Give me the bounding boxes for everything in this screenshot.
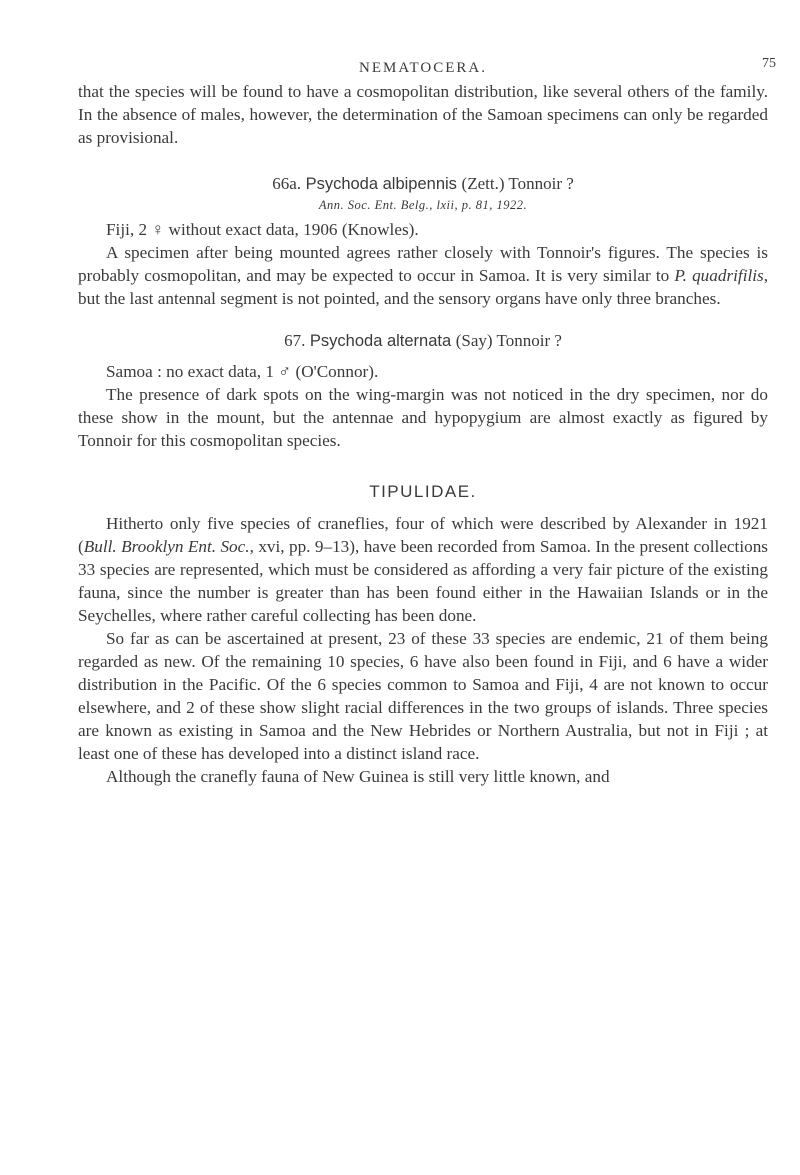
- section-paragraph-1: [78, 512, 768, 627]
- entry-66a-heading: [78, 173, 768, 195]
- section-paragraph-2: So far as can be ascertained at present, 23 of these 33 species are endemic, 21 of them being regarded as new. Of the remaining 10 species, 6 have also been found in Fiji, and 6 have a wider distribution in the Pacific. Of the 6 species common to Samoa and Fiji, 4 are not known to occur elsewhere, and 2 of these show slight racial differences in the two groups of islands. Three species are known as existing in Samoa and the New Hebrides or Northern Australia, but not in Fiji ; at least one of these has developed into a distinct island race.: [78, 629, 768, 763]
- section-p1-start: Hitherto only five species of craneflies, four of which were described by Alexander in 1921 (: [78, 514, 768, 556]
- section-heading: TIPULIDAE.: [369, 482, 477, 501]
- entry-66a-note-species: P. quadrifilis: [674, 266, 764, 285]
- page-number: 75: [762, 56, 776, 71]
- section-p1-citation: Bull. Brooklyn Ent. Soc.: [83, 537, 250, 556]
- entry-67-heading: [78, 330, 768, 352]
- entry-67-record: Samoa : no exact data, 1 ♂ (O'Connor).: [106, 362, 379, 381]
- entry-66a-species-name: Psychoda albipennis: [305, 175, 457, 193]
- page: [78, 52, 776, 788]
- running-head: [78, 52, 776, 80]
- entry-66a-note-end: , but the last antennal segment is not pointed, and the sensory organs have only three branches.: [78, 266, 769, 308]
- entry-67-author: (Say) Tonnoir ?: [455, 331, 562, 350]
- entry-67-number: 67.: [284, 331, 306, 350]
- entry-66a-note-text: A specimen after being mounted agrees rather closely with Tonnoir's figures. The species is probably cosmopolitan, and may be expected to occur in Samoa. It is very similar to: [78, 243, 768, 285]
- entry-66a-reference: Ann. Soc. Ent. Belg., lxii, p. 81, 1922.: [318, 198, 528, 212]
- entry-67-species-name: Psychoda alternata: [309, 332, 452, 350]
- section-paragraph-3: Although the cranefly fauna of New Guinea is still very little known, and: [106, 767, 610, 786]
- section-p1-end: , xvi, pp. 9–13), have been recorded from Samoa. In the present collections 33 species are represented, which must be considered as affording a very fair picture of the existing fauna, since the number is greater than has been found either in the Hawaiian Islands or in the Seychelles, where rather careful collecting has been done.: [78, 537, 768, 625]
- running-title: NEMATOCERA.: [359, 60, 487, 76]
- entry-66a-note: [78, 241, 768, 310]
- entry-66a-number: 66a.: [272, 174, 301, 193]
- entry-66a-record: Fiji, 2 ♀ without exact data, 1906 (Knowles).: [106, 220, 419, 239]
- entry-66a-author: (Zett.) Tonnoir ?: [461, 174, 574, 193]
- entry-67-note: The presence of dark spots on the wing-margin was not noticed in the dry specimen, nor do these show in the mount, but the antennae and hypopygium are almost exactly as figured by Tonnoir for this cosmopolitan species.: [78, 385, 768, 450]
- intro-paragraph: that the species will be found to have a cosmopolitan distribution, like several others of the family. In the absence of males, however, the determination of the Samoan specimens can only be regarded as provisional.: [78, 82, 768, 147]
